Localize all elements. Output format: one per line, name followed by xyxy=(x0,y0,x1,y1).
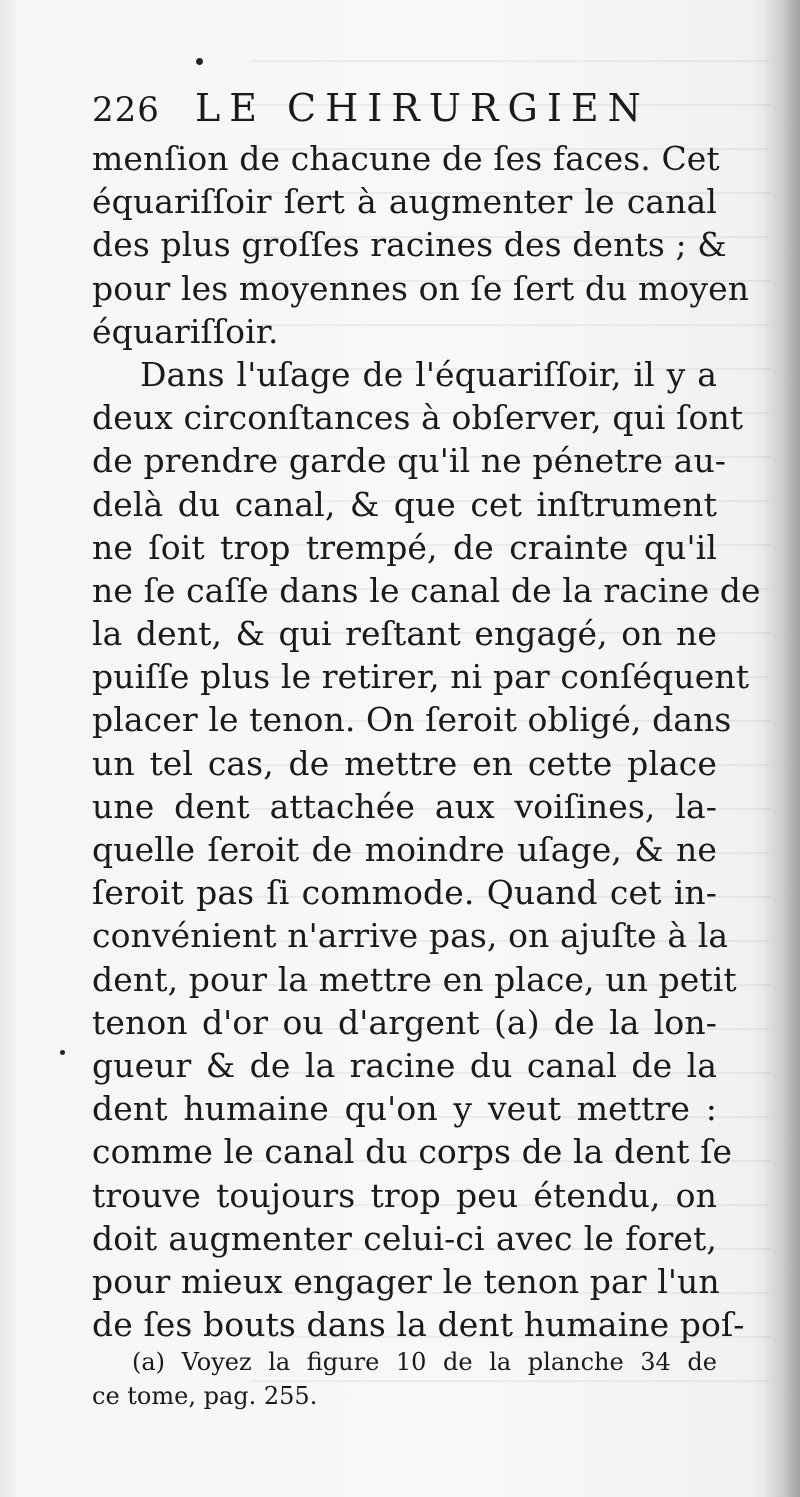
text-line: quelle ſeroit de moindre uſage, & ne xyxy=(92,830,717,869)
text-line: équariſſoir ſert à augmenter le canal xyxy=(92,182,717,222)
running-title: LE CHIRURGIEN xyxy=(195,86,650,130)
text-line: delà du canal, & que cet inſtrument xyxy=(92,484,717,524)
text-line: un tel cas, de mettre en cette place xyxy=(92,743,717,783)
text-line: comme le canal du corps de la dent ſe xyxy=(92,1132,733,1172)
text-line: pour mieux engager le tenon par l'un xyxy=(92,1261,720,1301)
text-line: doit augmenter celui-ci avec le foret, xyxy=(92,1218,717,1258)
text-line: une dent attachée aux voiſines, la- xyxy=(92,786,717,826)
text-line: gueur & de la racine du canal de la xyxy=(92,1045,717,1085)
text-line: ne ſoit trop trempé, de crainte qu'il xyxy=(92,527,717,567)
footnote-line: ce tome, pag. 255. xyxy=(92,1382,318,1410)
spine-shadow xyxy=(764,0,800,1497)
text-line: pour les moyennes on ſe ſert du moyen xyxy=(92,268,750,308)
text-line: équariſſoir. xyxy=(92,311,279,351)
text-line: des plus groſſes racines des dents ; & xyxy=(92,225,727,265)
text-line: placer le tenon. On ſeroit obligé, dans xyxy=(92,700,732,740)
page-number: 226 xyxy=(92,90,160,130)
ink-speck xyxy=(196,58,203,65)
footnote xyxy=(92,1345,717,1413)
text-line: deux circonſtances à obſerver, qui ſont xyxy=(92,398,744,438)
text-line: trouve toujours trop peu étendu, on xyxy=(92,1175,717,1215)
text-line: Dans l'uſage de l'équariſſoir, il y a xyxy=(140,354,717,394)
text-line: puiſſe plus le retirer, ni par conſéquent xyxy=(92,657,750,697)
text-line: menſion de chacune de ſes faces. Cet xyxy=(92,139,720,178)
text-line: la dent, & qui reſtant engagé, on ne xyxy=(92,614,717,654)
text-line: ne ſe caſſe dans le canal de la racine de xyxy=(92,570,761,610)
body-text xyxy=(92,137,761,1346)
running-header xyxy=(92,86,732,134)
text-line: ſeroit pas ſi commode. Quand cet in- xyxy=(92,873,717,913)
footnote-line: (a) Voyez la figure 10 de la planche 34 de xyxy=(132,1348,717,1376)
text-line: convénient n'arrive pas, on ajuſte à la xyxy=(92,916,729,956)
text-line: tenon d'or ou d'argent (a) de la lon- xyxy=(92,1002,717,1042)
text-line: de prendre garde qu'il ne pénetre au- xyxy=(92,441,727,481)
ink-speck xyxy=(60,1050,65,1055)
text-line: dent, pour la mettre en place, un petit xyxy=(92,959,737,999)
text-line: dent humaine qu'on y veut mettre : xyxy=(92,1089,717,1129)
text-line: de ſes bouts dans la dent humaine poſ- xyxy=(92,1305,745,1345)
